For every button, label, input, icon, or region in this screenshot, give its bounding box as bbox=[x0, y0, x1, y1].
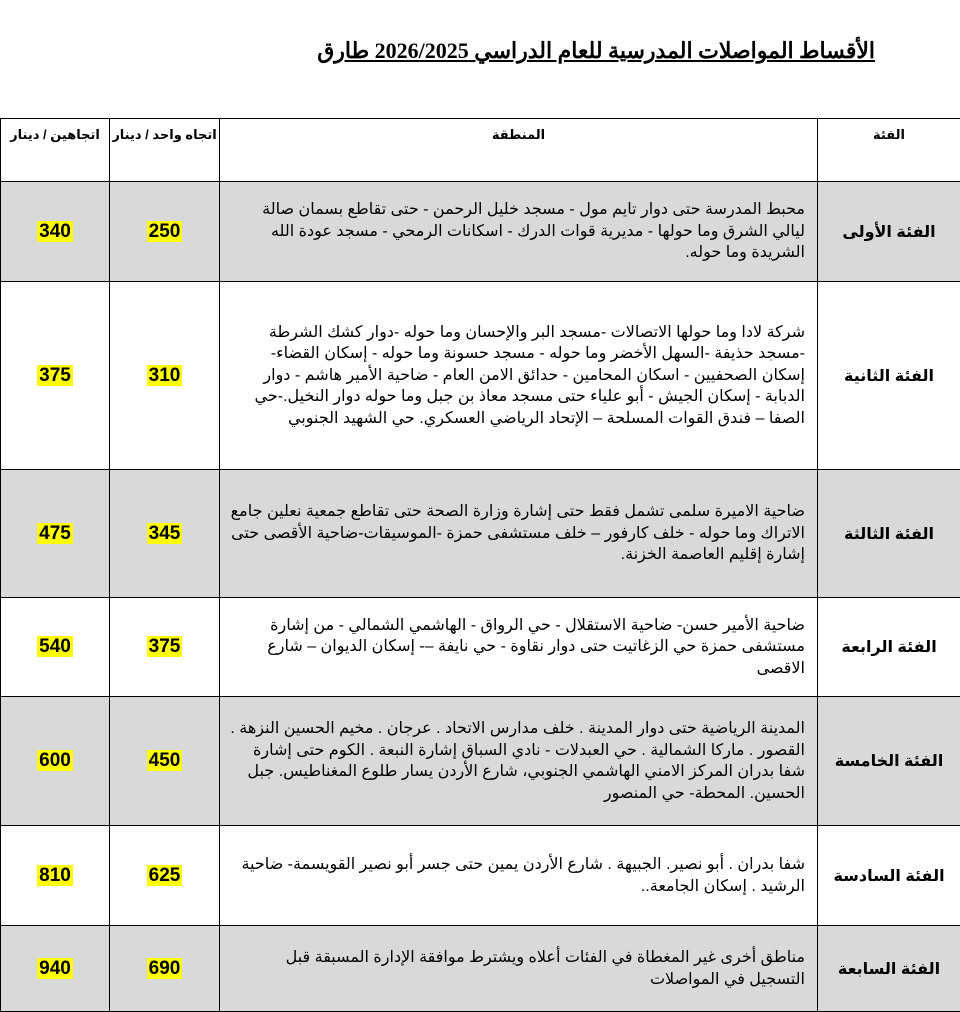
two-way-price: 940 bbox=[37, 958, 73, 979]
row-area: ضاحية الأمير حسن- ضاحية الاستقلال - حي الرواق - الهاشمي الشمالي - من إشارة مستشفى حمزة حي الزغاتيت حتى دوار نقاوة - حي نايفة –- إسكان الديوان – شارع الاقصى bbox=[220, 598, 818, 697]
one-way-cell bbox=[110, 182, 220, 282]
two-way-price: 475 bbox=[37, 523, 73, 544]
two-way-price: 340 bbox=[37, 221, 73, 242]
page-title: الأقساط المواصلات المدرسية للعام الدراسي 2026/2025 طارق bbox=[0, 38, 875, 64]
two-way-cell bbox=[1, 826, 110, 926]
one-way-cell bbox=[110, 282, 220, 470]
fees-table bbox=[0, 118, 960, 1012]
table-row bbox=[1, 598, 960, 697]
table-row bbox=[1, 926, 960, 1012]
row-area: شركة لادا وما حولها الاتصالات -مسجد البر والإحسان وما حوله -دوار كشك الشرطة -مسجد حذيفة -السهل الأخضر وما حوله - مسجد حسونة وما حوله - إسكان القضاء- إسكان الصحفيين - اسكان المحامين - حدائق الامن العام - ضاحية الأمير هاشم - دوار الدبابة - إسكان الجيش - أبو علياء حتى مسجد معاذ بن جبل وما حوله دوار النخيل.-حي الصفا – فندق القوات المسلحة – الإتحاد الرياضي العسكري. حي الشهيد الجنوبي bbox=[220, 282, 818, 470]
row-category: الفئة الثانية bbox=[818, 282, 960, 470]
header-two-way: اتجاهين / دينار bbox=[1, 119, 110, 182]
one-way-cell bbox=[110, 697, 220, 826]
one-way-price: 375 bbox=[147, 636, 183, 657]
row-area: مناطق أخرى غير المغطاة في الفئات أعلاه ويشترط موافقة الإدارة المسبقة قبل التسجيل في المواصلات bbox=[220, 926, 818, 1012]
two-way-price: 375 bbox=[37, 365, 73, 386]
row-category: الفئة الخامسة bbox=[818, 697, 960, 826]
header-one-way: اتجاه واحد / دينار bbox=[110, 119, 220, 182]
row-category: الفئة السابعة bbox=[818, 926, 960, 1012]
table-row bbox=[1, 470, 960, 598]
two-way-cell bbox=[1, 926, 110, 1012]
table-row bbox=[1, 826, 960, 926]
table-row bbox=[1, 697, 960, 826]
row-category: الفئة الرابعة bbox=[818, 598, 960, 697]
header-category: الفئة bbox=[818, 119, 960, 182]
two-way-price: 810 bbox=[37, 865, 73, 886]
two-way-cell bbox=[1, 697, 110, 826]
row-category: الفئة الأولى bbox=[818, 182, 960, 282]
table-row bbox=[1, 282, 960, 470]
one-way-cell bbox=[110, 826, 220, 926]
two-way-cell bbox=[1, 470, 110, 598]
two-way-cell bbox=[1, 182, 110, 282]
one-way-cell bbox=[110, 598, 220, 697]
one-way-price: 690 bbox=[147, 958, 183, 979]
table-header-row bbox=[1, 119, 960, 182]
one-way-price: 250 bbox=[147, 221, 183, 242]
row-area: محبط المدرسة حتى دوار تايم مول - مسجد خليل الرحمن - حتى تقاطع بسمان صالة ليالي الشرق وما حولها - مديرية قوات الدرك - اسكانات الرمحي - مسجد عودة الله الشريدة وما حوله. bbox=[220, 182, 818, 282]
row-area: شفا بدران . أبو نصير. الجبيهة . شارع الأردن يمين حتى جسر أبو نصير القويسمة- ضاحية الرشيد . إسكان الجامعة.. bbox=[220, 826, 818, 926]
row-category: الفئة الثالثة bbox=[818, 470, 960, 598]
row-area: المدينة الرياضية حتى دوار المدينة . خلف مدارس الاتحاد . عرجان . مخيم الحسين النزهة . القصور . ماركا الشمالية . حي العبدلات - نادي السباق إشارة النبعة . الكوم حتى إشارة شفا بدران المركز الامني الهاشمي الجنوبي، شارع الأردن يسار طلوع المغناطيس. جبل الحسين. المحطة- حي المنصور bbox=[220, 697, 818, 826]
one-way-price: 450 bbox=[147, 750, 183, 771]
two-way-price: 600 bbox=[37, 750, 73, 771]
header-area: المنطقة bbox=[220, 119, 818, 182]
two-way-cell bbox=[1, 598, 110, 697]
two-way-cell bbox=[1, 282, 110, 470]
one-way-price: 345 bbox=[147, 523, 183, 544]
one-way-price: 625 bbox=[147, 865, 183, 886]
table-row bbox=[1, 182, 960, 282]
one-way-price: 310 bbox=[147, 365, 183, 386]
one-way-cell bbox=[110, 926, 220, 1012]
one-way-cell bbox=[110, 470, 220, 598]
row-category: الفئة السادسة bbox=[818, 826, 960, 926]
two-way-price: 540 bbox=[37, 636, 73, 657]
row-area: ضاحية الاميرة سلمى تشمل فقط حتى إشارة وزارة الصحة حتى تقاطع جمعية نعلين جامع الاتراك وما حوله - خلف كارفور – خلف مستشفى حمزة -الموسيقات-ضاحية الأقصى حتى إشارة إقليم العاصمة الخزنة. bbox=[220, 470, 818, 598]
